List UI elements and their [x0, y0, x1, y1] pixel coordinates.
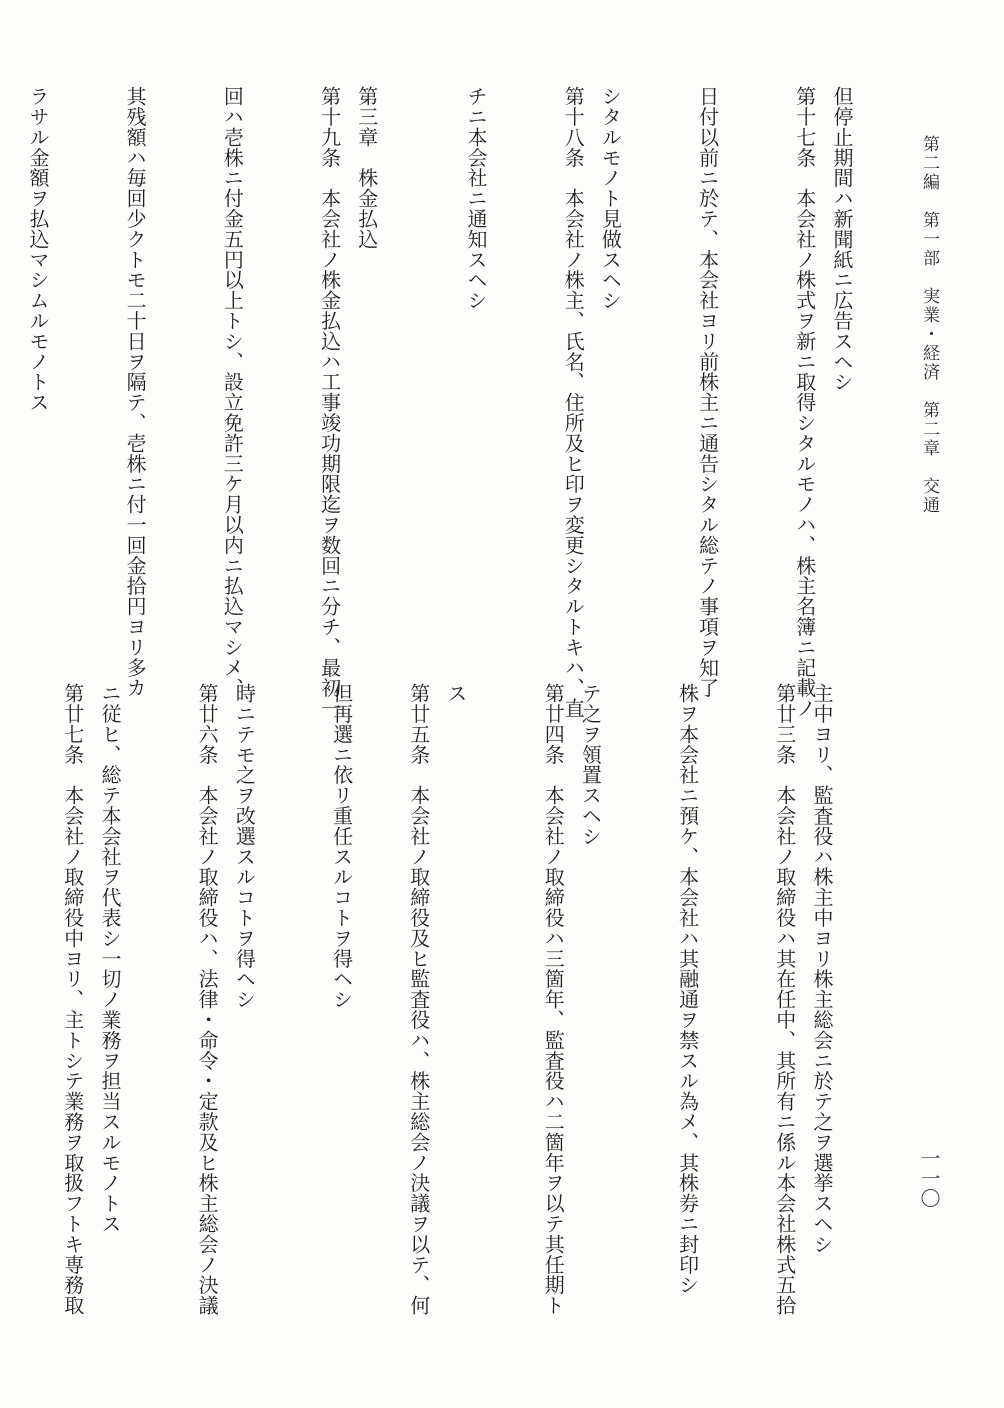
text-line: 株ヲ本会社ニ預ケ、本会社ハ其融通ヲ禁スル為メ、其株券ニ封印シ: [675, 683, 700, 1295]
running-head: 第二編 第一部 実業・経済 第二章 交通: [919, 135, 939, 515]
text-line: 但再選ニ依リ重任スルコトヲ得ヘシ: [329, 683, 354, 1010]
text-line: 第十八条 本会社ノ株主、氏名、住所及ヒ印ヲ変更シタルトキハ、直: [561, 86, 586, 719]
text-line: シタルモノト見做スヘシ: [598, 86, 623, 311]
text-line: テ之ヲ領置スヘシ: [578, 683, 603, 847]
text-line: 主中ヨリ、監査役ハ株主中ヨリ株主総会ニ於テ之ヲ選挙スヘシ: [810, 683, 834, 1255]
text-line: チニ本会社ニ通知スヘシ: [463, 86, 488, 311]
text-line: 第廿六条 本会社ノ取締役ハ、法律・命令・定款及ヒ株主総会ノ決議: [195, 683, 220, 1316]
page-number: 一一〇: [917, 1148, 941, 1208]
text-line: 第十七条 本会社ノ株式ヲ新ニ取得シタルモノハ、株主名簿ニ記載ノ: [792, 86, 817, 719]
text-line: 時ニテモ之ヲ改選スルコトヲ得ヘシ: [232, 683, 257, 1010]
text-line: [0, 86, 19, 646]
text-line: 第廿五条 本会社ノ取締役及ヒ監査役ハ、株主総会ノ決議ヲ以テ、何: [406, 683, 431, 1316]
text-line: ラサル金額ヲ払込マシムルモノトス: [25, 86, 50, 413]
text-line: 日付以前ニ於テ、本会社ヨリ前株主ニ通告シタル総テノ事項ヲ知了: [695, 86, 720, 698]
text-block-top: [25, 86, 900, 719]
text-line: 第十九条 本会社ノ株金払込ハ工事竣功期限迄ヲ数回ニ分チ、最初一: [317, 86, 342, 719]
text-line: 第廿七条 本会社ノ取締役中ヨリ、主トシテ業務ヲ取扱フトキ専務取: [60, 683, 85, 1316]
text-line: ニ従ヒ、総テ本会社ヲ代表シ一切ノ業務ヲ担当スルモノトス: [97, 683, 122, 1234]
text-line: 但停止期間ハ新聞紙ニ広告スヘシ: [830, 86, 854, 392]
text-line: 第廿四条 本会社ノ取締役ハ三箇年、監査役ハ二箇年ヲ以テ其任期ト: [541, 683, 566, 1316]
text-line: [0, 683, 54, 1303]
text-line: ス: [443, 683, 468, 704]
text-line: 第廿三条 本会社ノ取締役ハ其在任中、其所有ニ係ル本会社株式五拾: [772, 683, 797, 1316]
text-line: 第三章 株金払込: [354, 86, 379, 250]
text-line: 回ハ壱株ニ付金五円以上トシ、設立免許三ケ月以内ニ払込マシメ、: [220, 86, 245, 698]
text-line: 其残額ハ毎回少クトモ二十日ヲ隔テ、壱株ニ付一回金拾円ヨリ多カ: [123, 86, 148, 698]
text-block-bottom: [60, 683, 900, 1316]
